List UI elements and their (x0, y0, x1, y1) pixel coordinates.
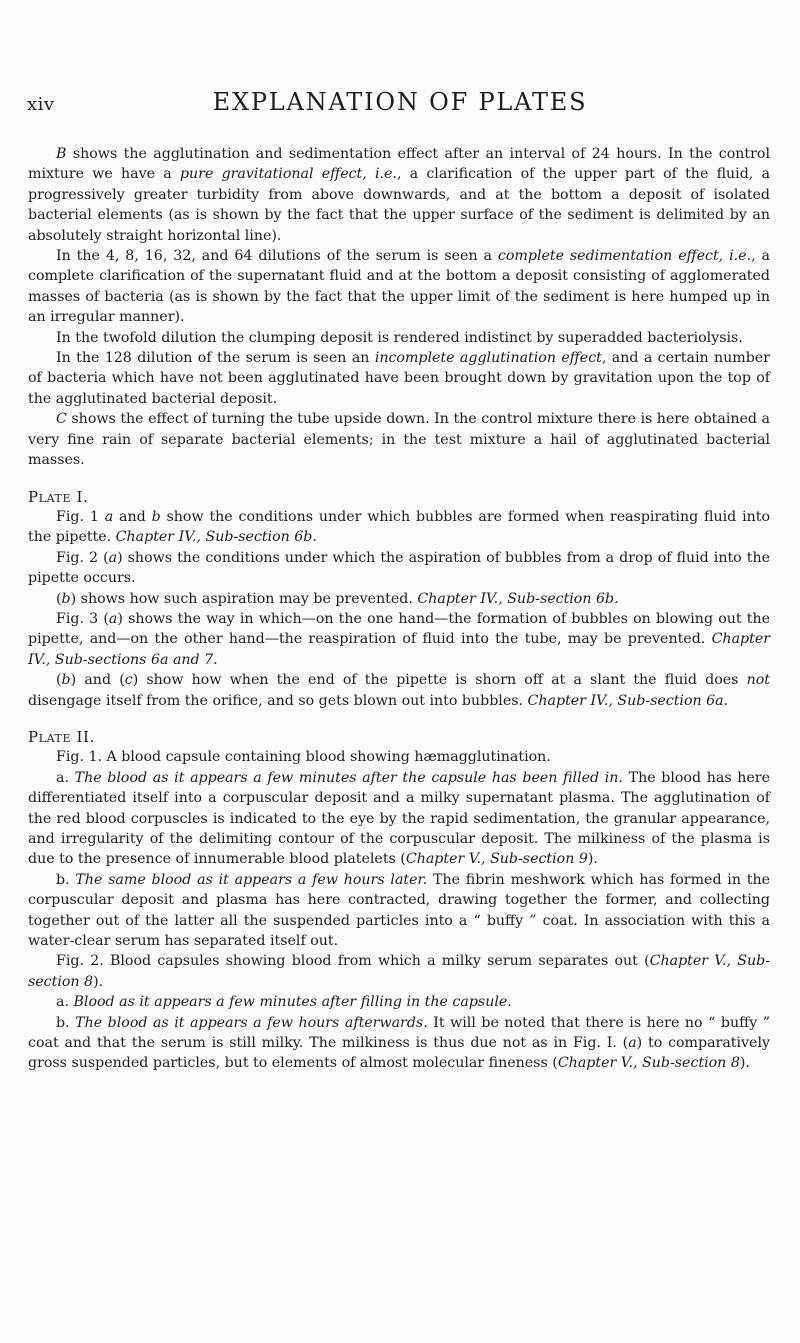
paragraph: B shows the agglutination and sedimentation effect after an interval of 24 hours. In the control mixture we have a pure gravitational effect, i.e., a clarification of the upper part of the fluid, a progressively greater turbidity from above downwards, and at the bottom a deposit of isolated bacterial elements (as is shown by the fact that the upper surface of the sediment is delimited by an absolutely straight horizontal line). (28, 146, 770, 244)
paragraph: In the twofold dilution the clumping deposit is rendered indistinct by superadded bacteriolysis. (56, 329, 743, 346)
paragraph: Fig. 3 (a) shows the way in which—on the one hand—the formation of bubbles on blowing out the pipette, and—on the other hand—the reaspiration of fluid into the tube, may be prevented. Chapter IV., Sub-sections 6a and 7. (28, 610, 770, 668)
plate-heading: Plate I. (28, 487, 89, 506)
paragraph: In the 4, 8, 16, 32, and 64 dilutions of the serum is seen a complete sedimentation effect, i.e., a complete clarification of the supernatant fluid and at the bottom a deposit consisting of agglomerated masses of bacteria (as is shown by the fact that the upper limit of the sediment is here humped up in an irregular manner). (28, 248, 770, 326)
paragraph: Fig. 1 a and b show the conditions under which bubbles are formed when reaspirating fluid into the pipette. Chapter IV., Sub-section 6b. (28, 508, 770, 546)
body-text (28, 144, 770, 1074)
paragraph: b. The blood as it appears a few hours afterwards. It will be noted that there is here no “ buffy ” coat and that the serum is still milky. The milkiness is thus due not as in Fig. I. (a) to comparatively gross suspended particles, but to elements of almost molecular fineness (Chapter V., Sub-section 8). (28, 1014, 770, 1072)
paragraph: b. The same blood as it appears a few hours later. The fibrin meshwork which has formed in the corpuscular deposit and plasma has here contracted, drawing together the former, and collecting together out of the latter all the suspended particles into a “ buffy ” coat. In association with this a water-clear serum has separated itself out. (28, 871, 770, 950)
paragraph: (b) shows how such aspiration may be prevented. Chapter IV., Sub-section 6b. (56, 590, 619, 607)
running-head: EXPLANATION OF PLATES (212, 88, 588, 116)
paragraph: In the 128 dilution of the serum is seen an incomplete agglutination effect, and a certain number of bacteria which have not been agglutinated have been brought down by gravitation upon the top of the agglutinated bacterial deposit. (28, 350, 770, 407)
paragraph: Fig. 2. Blood capsules showing blood from which a milky serum separates out (Chapter V., Sub-section 8). (28, 953, 770, 990)
paragraph: Fig. 2 (a) shows the conditions under which the aspiration of bubbles from a drop of fluid into the pipette occurs. (28, 549, 770, 587)
paragraph: C shows the effect of turning the tube upside down. In the control mixture there is here obtained a very fine rain of separate bacterial elements; in the test mixture a hail of agglutinated bacterial masses. (28, 411, 770, 469)
plate-heading: Plate II. (28, 727, 95, 746)
paragraph: (b) and (c) show how when the end of the pipette is shorn off at a slant the fluid does not disengage itself from the orifice, and so gets blown out into bubbles. Chapter IV., Sub-section 6a. (28, 672, 770, 709)
paragraph: Fig. 1. A blood capsule containing blood showing hæmagglutination. (56, 749, 551, 766)
paragraph: a. Blood as it appears a few minutes after filling in the capsule. (56, 994, 512, 1011)
paragraph: a. The blood as it appears a few minutes after the capsule has been filled in. The blood has here differentiated itself into a corpuscular deposit and a milky supernatant plasma. The agglutination of the red blood corpuscles is indicated to the eye by the rapid sedimentation, the granular appearance, and irregularity of the delimiting contour of the corpuscular deposit. The milkiness of the plasma is due to the presence of innumerable blood platelets (Chapter V., Sub-section 9). (28, 769, 770, 868)
page-number: xiv (27, 94, 55, 115)
